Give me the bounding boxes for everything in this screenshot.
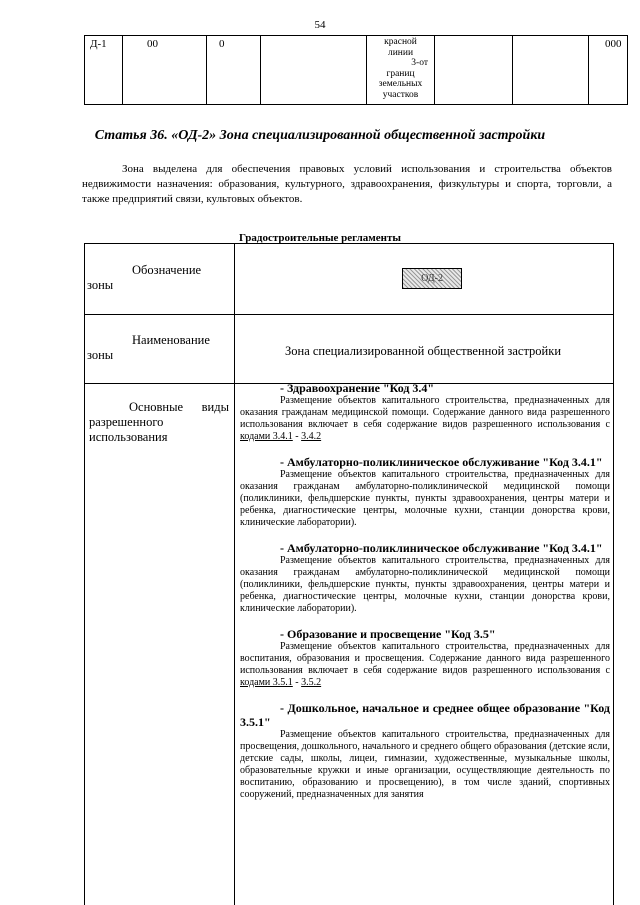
code-link[interactable]: кодами 3.5.1	[240, 677, 293, 688]
cell-value-3: 000	[605, 38, 622, 50]
intro-paragraph: Зона выделена для обеспечения правовых условий использования и строительства объектов недвижимости назначения: образования, культурного, здравоохранения, физкультуры и спорта, торговли, а также предприятий связи, культовых объектов.	[82, 163, 612, 205]
cell-value-2: 0	[219, 38, 225, 50]
cell-zone-code: Д-1	[90, 38, 107, 50]
article-heading: Статья 36. «ОД-2» Зона специализированной общественной застройки	[94, 128, 546, 143]
use-description: Размещение объектов капитального строительства, предназначенных для оказания гражданам амбулаторно-поликлинической медицинской помощи (поликлиники, фельдшерские пункты, пункты здравоохранения, центры матери и ребенка, диагностические центры, молочные кухни, станции донорства крови, клинические лаборатории).	[240, 469, 610, 528]
cell-red-line: красной линии 3-от границ земельных участков	[367, 36, 435, 104]
use-title: - Амбулаторно-поликлиническое обслуживание "Код 3.4.1"	[280, 541, 603, 555]
cell-value-1: 00	[147, 38, 158, 50]
use-title: - Амбулаторно-поликлиническое обслуживание "Код 3.4.1"	[280, 455, 603, 469]
use-description: Размещение объектов капитального строительства, предназначенных для просвещения, дошкольного, начального и среднего общего образования (детские ясли, детские сады, школы, лицеи, гимназии, художественные, музыкальные школы, образовательные кружки и иные организации, осуществляющие деятельность по воспитанию, образованию и просвещению), в том числе зданий, спортивных сооружений, предназначенных для занятия	[240, 729, 611, 800]
uses-list	[240, 381, 610, 801]
use-description: Размещение объектов капитального строительства, предназначенных для оказания гражданам амбулаторно-поликлинической медицинской помощи (поликлиники, фельдшерские пункты, пункты здравоохранения, центры матери и ребенка, диагностические центры, молочные кухни, станции донорства крови, клинические лаборатории).	[240, 555, 610, 614]
label-zone-name: Наименование зоны	[87, 333, 210, 362]
use-title: - Здравоохранение "Код 3.4"	[280, 381, 435, 395]
regulations-title: Градостроительные регламенты	[238, 232, 401, 244]
use-title: - Образование и просвещение "Код 3.5"	[280, 627, 496, 641]
zone-name-value: Зона специализированной общественной застройки	[285, 344, 562, 358]
use-description: Размещение объектов капитального строительства, предназначенных для воспитания, образования и просвещения. Содержание данного вида разрешенного использования включает в себя содержание видов разрешенного использования с кодами 3.5.1 - 3.5.2	[240, 641, 610, 688]
code-link[interactable]: кодами 3.4.1	[240, 431, 293, 442]
page-number: 54	[314, 19, 326, 31]
code-link[interactable]: 3.4.2	[301, 431, 322, 442]
top-table-fragment	[84, 35, 628, 105]
code-link[interactable]: 3.5.2	[301, 677, 322, 688]
use-description: Размещение объектов капитального строительства, предназначенных для оказания гражданам медицинской помощи. Содержание данного вида разрешенного использования включает в себя содержание видов разрешенного использования с кодами 3.4.1 - 3.4.2	[240, 395, 610, 442]
regulations-table	[84, 243, 614, 905]
label-main-uses: Основные виды разрешенного использования	[89, 400, 229, 444]
zone-code-badge: ОД-2	[402, 268, 462, 289]
label-designation: Обозначение зоны	[87, 263, 202, 292]
use-title: - Дошкольное, начальное и среднее общее образование "Код 3.5.1"	[240, 701, 610, 729]
